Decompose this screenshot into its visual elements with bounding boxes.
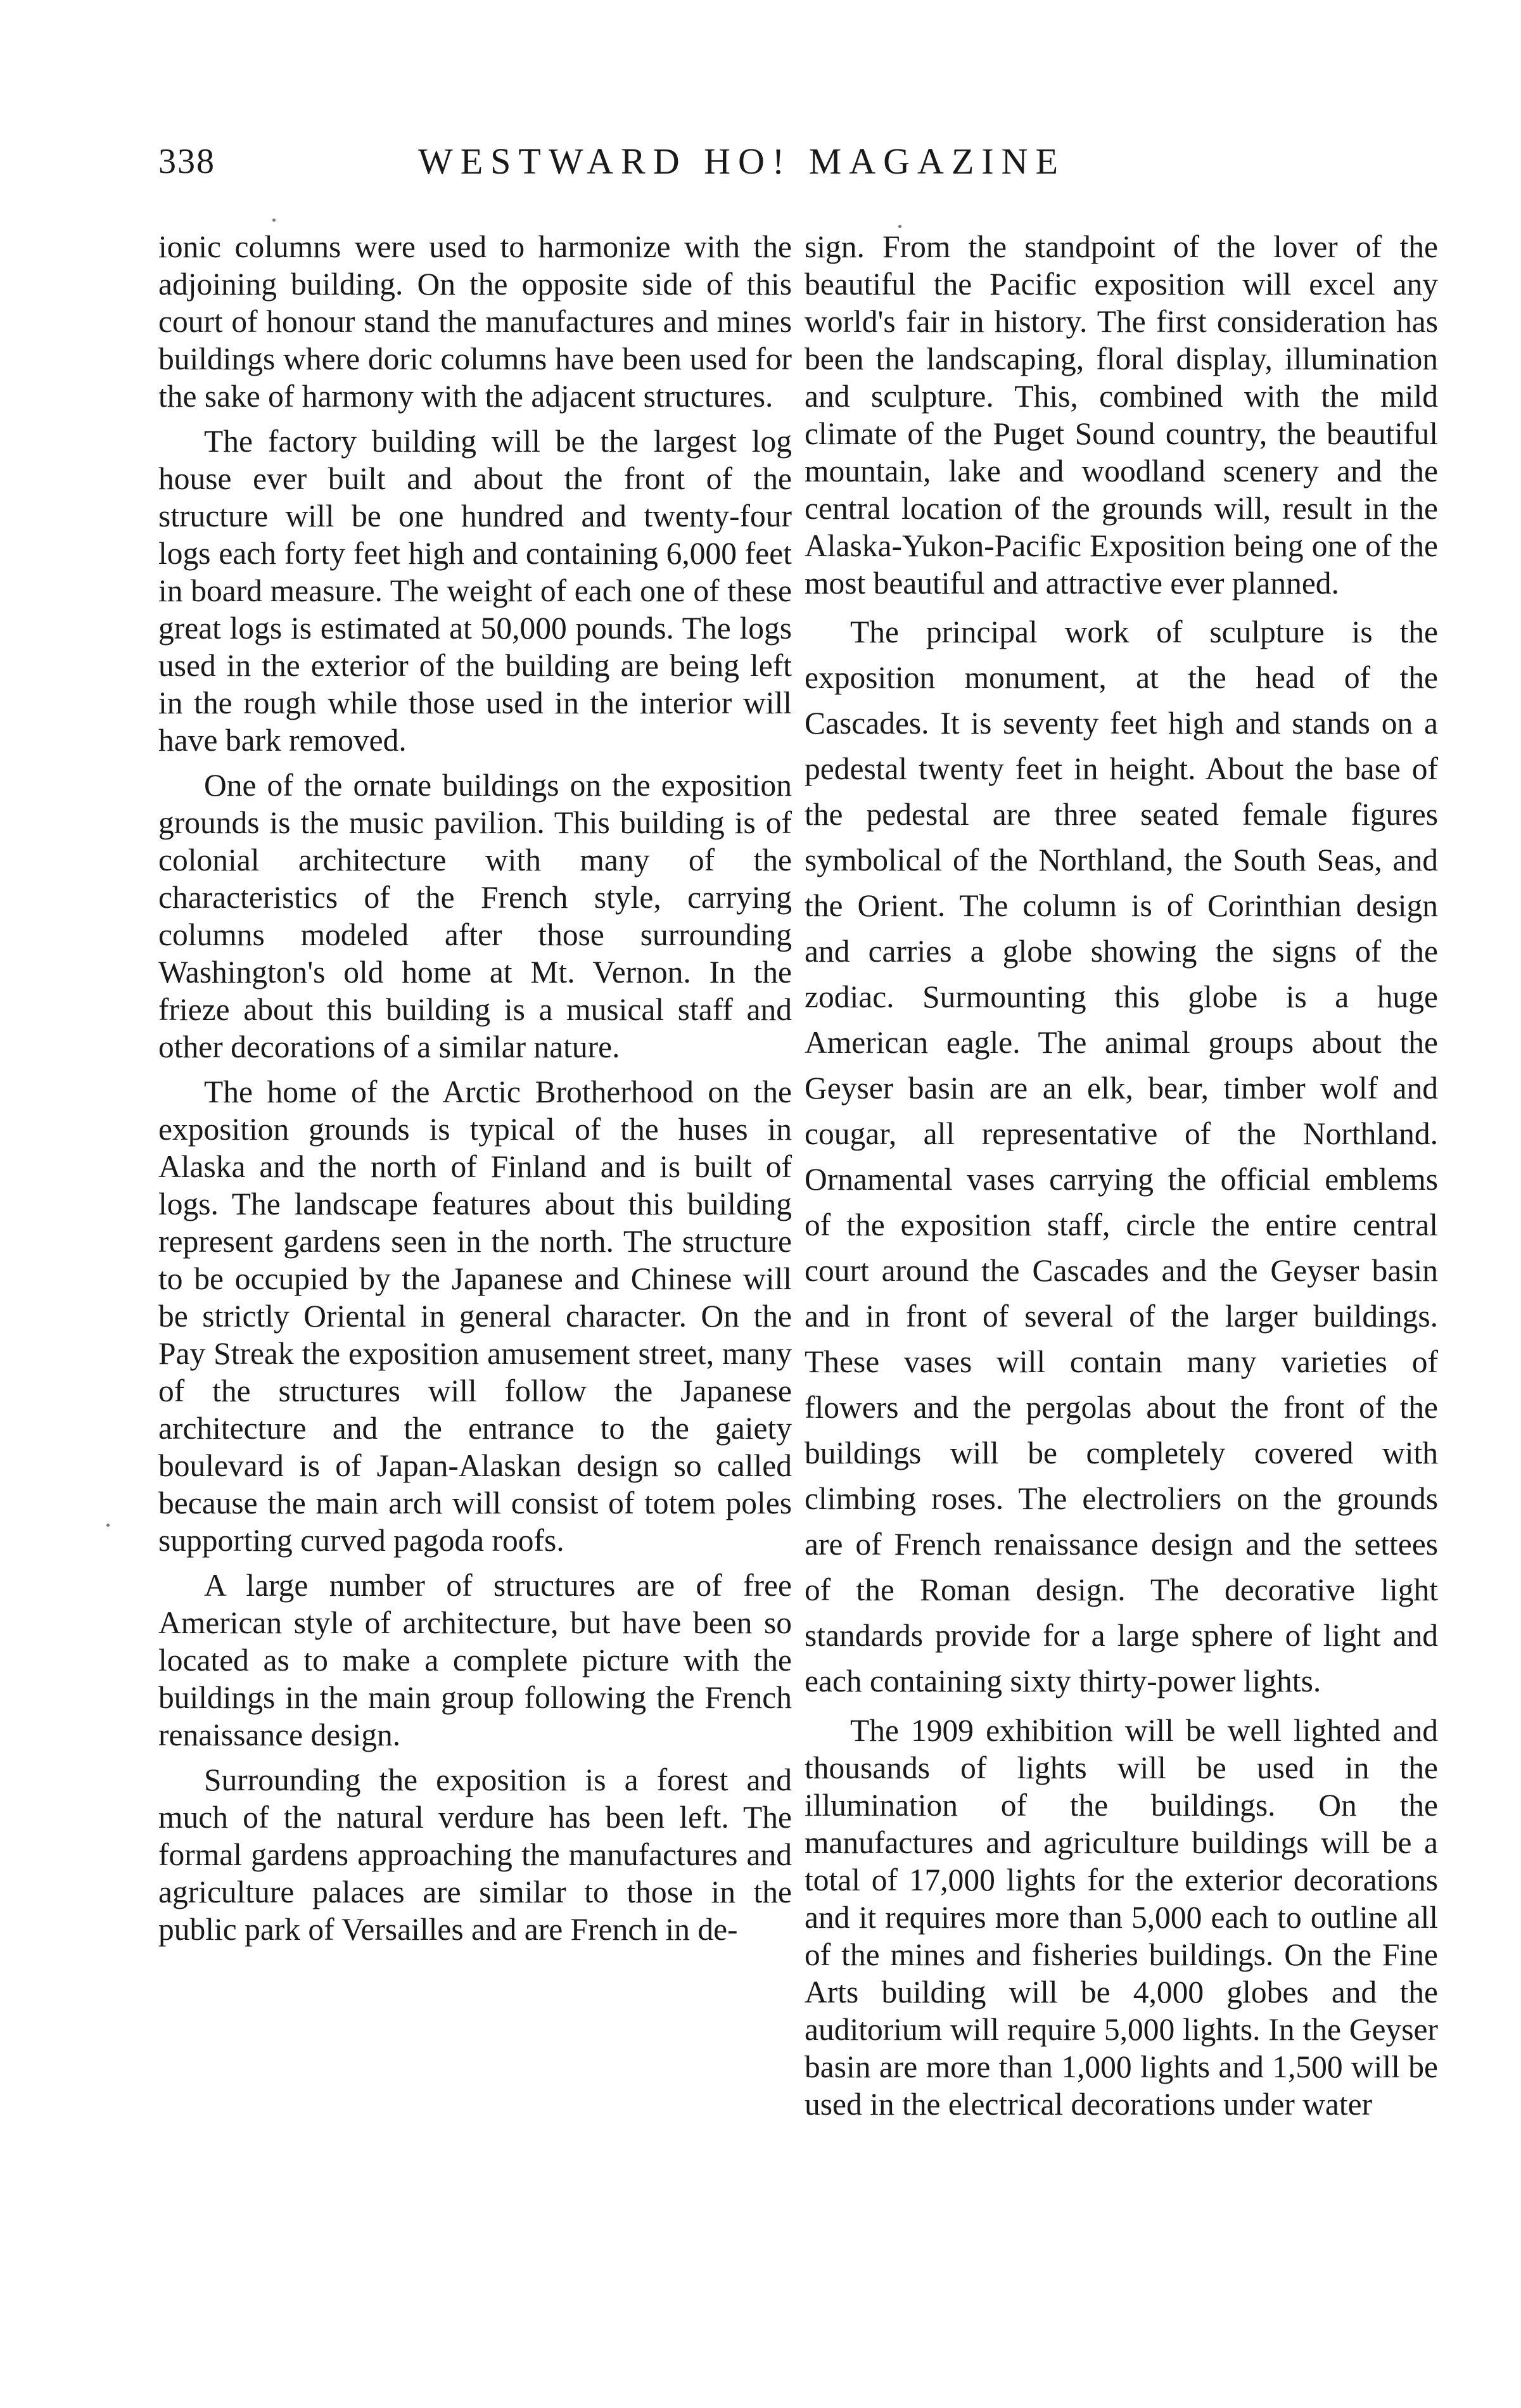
paragraph: sign. From the standpoint of the lover of the beautiful the Pacific exposition will excel any world's fair in history. The first consideration has been the landscaping, floral display, illumination and sculpture. This, combined with the mild climate of the Puget Sound country, the beautiful mountain, lake and woodland scenery and the central location of the grounds will, result in the Alaska-Yukon-Pacific Exposition being one of the most beautiful and attractive ever planned. — [805, 229, 1438, 601]
page-header — [158, 133, 1413, 190]
paragraph: The 1909 exhibition will be well lighted and thousands of lights will be used in the illumination of the buildings. On the manufactures and agriculture buildings will be a total of 17,000 lights for the exterior decorations and it requires more than 5,000 each to outline all of the mines and fisheries buildings. On the Fine Arts building will be 4,000 globes and the auditorium will require 5,000 lights. In the Geyser basin are more than 1,000 lights and 1,500 will be used in the electrical decorations under water — [805, 1713, 1438, 2122]
paragraph: ionic columns were used to harmonize with the adjoining building. On the opposite side of this court of honour stand the manufactures and mines buildings where doric columns have been used for the sake of harmony with the adjacent structures. — [158, 229, 792, 414]
print-speck — [106, 1524, 110, 1527]
left-column — [158, 228, 792, 2306]
paragraph: Surrounding the exposition is a forest and much of the natural verdure has been left. The formal gardens approaching the manufactures and agriculture palaces are similar to those in the public park of Versailles and are French in de- — [158, 1762, 792, 1947]
running-title: WESTWARD HO! MAGAZINE — [418, 141, 1066, 182]
paragraph: The home of the Arctic Brotherhood on the exposition grounds is typical of the huses in Alaska and the north of Finland and is built of logs. The landscape features about this building represent gardens seen in the north. The structure to be occupied by the Japanese and Chinese will be strictly Oriental in general character. On the Pay Streak the exposition amusement street, many of the structures will follow the Japanese architecture and the entrance to the gaiety boulevard is of Japan-Alaskan design so called because the main arch will consist of totem poles supporting curved pagoda roofs. — [158, 1074, 792, 1558]
print-speck — [898, 225, 901, 228]
print-speck — [272, 219, 276, 222]
paragraph: One of the ornate buildings on the exposition grounds is the music pavilion. This building is of colonial architecture with many of the characteristics of the French style, carrying columns modeled after those surrounding Washington's old home at Mt. Vernon. In the frieze about this building is a musical staff and other decorations of a similar nature. — [158, 768, 792, 1064]
right-column — [805, 228, 1438, 2306]
page-number: 338 — [158, 142, 215, 181]
paragraph: A large number of structures are of free American style of architecture, but have been so located as to make a complete picture with the buildings in the main group following the French renaissance design. — [158, 1568, 792, 1752]
paragraph: The factory building will be the largest log house ever built and about the front of the structure will be one hundred and twenty-four logs each forty feet high and containing 6,000 feet in board measure. The weight of each one of these great logs is estimated at 50,000 pounds. The logs used in the exterior of the building are being left in the rough while those used in the interior will have bark removed. — [158, 424, 792, 758]
paragraph: The principal work of sculpture is the exposition monument, at the head of the Cascades. It is seventy feet high and stands on a pedestal twenty feet in height. About the base of the pedestal are three seated female figures symbolical of the Northland, the South Seas, and the Orient. The column is of Corinthian design and carries a globe showing the signs of the zodiac. Surmounting this globe is a huge American eagle. The animal groups about the Geyser basin are an elk, bear, timber wolf and cougar, all representative of the Northland. Ornamental vases carrying the official emblems of the exposition staff, circle the entire central court around the Cascades and the Geyser basin and in front of several of the larger buildings. These vases will contain many varieties of flowers and the pergolas about the front of the buildings will be completely covered with climbing roses. The electroliers on the grounds are of French renaissance design and the settees of the Roman design. The decorative light standards provide for a large sphere of light and each containing sixty thirty-power lights. — [805, 615, 1438, 1698]
